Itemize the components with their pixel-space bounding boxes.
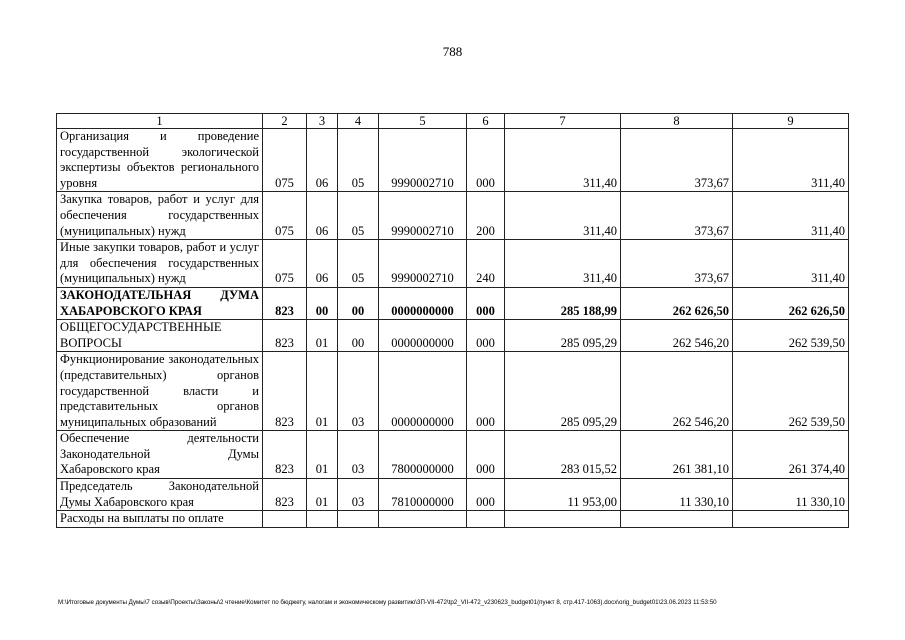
target-article-code: 0000000000 [379,320,467,352]
amount-col9: 311,40 [733,240,849,288]
table-row [57,431,849,479]
row-name: Расходы на выплаты по оплате [57,511,263,528]
section-code [307,511,338,528]
target-article-code: 9990002710 [379,129,467,192]
amount-col9: 261 374,40 [733,431,849,479]
ministry-code: 823 [263,287,307,319]
column-header: 4 [338,114,379,129]
amount-col7: 285 095,29 [505,352,621,431]
amount-col9: 11 330,10 [733,479,849,511]
page-number: 788 [442,44,463,59]
table-row [57,240,849,288]
ministry-code [263,511,307,528]
expense-type-code [467,511,505,528]
header-row [57,114,849,129]
expense-type-code: 000 [467,287,505,319]
amount-col7: 285 188,99 [505,287,621,319]
amount-col8: 262 546,20 [621,352,733,431]
subsection-code: 03 [338,352,379,431]
amount-col7: 285 095,29 [505,320,621,352]
target-article-code: 7800000000 [379,431,467,479]
section-code: 06 [307,240,338,288]
ministry-code: 823 [263,479,307,511]
amount-col9: 311,40 [733,192,849,240]
row-name: Председатель Законодательной Думы Хабаровского края [57,479,263,511]
amount-col9: 262 626,50 [733,287,849,319]
row-name: Обеспечение деятельности Законодательной Думы Хабаровского края [57,431,263,479]
expense-type-code: 000 [467,479,505,511]
row-name: Закупка товаров, работ и услуг для обеспечения государственных (муниципальных) нужд [57,192,263,240]
row-name: Организация и проведение государственной экологической экспертизы объектов регионального уровня [57,129,263,192]
expense-type-code: 240 [467,240,505,288]
budget-table [56,113,849,528]
expense-type-code: 000 [467,431,505,479]
subsection-code: 00 [338,287,379,319]
amount-col9 [733,511,849,528]
section-code: 06 [307,192,338,240]
subsection-code: 03 [338,431,379,479]
row-name: ЗАКОНОДАТЕЛЬНАЯ ДУМА ХАБАРОВСКОГО КРАЯ [57,287,263,319]
amount-col7: 311,40 [505,129,621,192]
column-header: 9 [733,114,849,129]
table-row [57,511,849,528]
column-header: 7 [505,114,621,129]
subsection-code: 05 [338,192,379,240]
ministry-code: 075 [263,240,307,288]
target-article-code [379,511,467,528]
section-code: 01 [307,479,338,511]
expense-type-code: 200 [467,192,505,240]
subsection-code: 03 [338,479,379,511]
target-article-code: 9990002710 [379,240,467,288]
amount-col9: 262 539,50 [733,320,849,352]
amount-col8: 373,67 [621,129,733,192]
amount-col8: 262 546,20 [621,320,733,352]
column-header: 2 [263,114,307,129]
table-row [57,320,849,352]
target-article-code: 7810000000 [379,479,467,511]
column-header: 5 [379,114,467,129]
expense-type-code: 000 [467,320,505,352]
section-code: 00 [307,287,338,319]
target-article-code: 9990002710 [379,192,467,240]
amount-col8 [621,511,733,528]
row-name: Функционирование законодательных (представительных) органов государственной власти и представительных органов муниципальных образований [57,352,263,431]
amount-col7: 11 953,00 [505,479,621,511]
amount-col8: 11 330,10 [621,479,733,511]
row-name: ОБЩЕГОСУДАРСТВЕННЫЕ ВОПРОСЫ [57,320,263,352]
amount-col8: 262 626,50 [621,287,733,319]
section-code: 01 [307,352,338,431]
amount-col7: 283 015,52 [505,431,621,479]
amount-col8: 373,67 [621,240,733,288]
expense-type-code: 000 [467,352,505,431]
table-row [57,192,849,240]
expense-type-code: 000 [467,129,505,192]
amount-col7: 311,40 [505,192,621,240]
amount-col7 [505,511,621,528]
amount-col9: 311,40 [733,129,849,192]
column-header: 6 [467,114,505,129]
row-name: Иные закупки товаров, работ и услуг для обеспечения государственных (муниципальных) нужд [57,240,263,288]
section-code: 01 [307,320,338,352]
amount-col7: 311,40 [505,240,621,288]
subsection-code: 05 [338,129,379,192]
table-row [57,479,849,511]
column-header: 1 [57,114,263,129]
target-article-code: 0000000000 [379,287,467,319]
amount-col8: 261 381,10 [621,431,733,479]
amount-col8: 373,67 [621,192,733,240]
subsection-code: 05 [338,240,379,288]
ministry-code: 075 [263,129,307,192]
section-code: 01 [307,431,338,479]
target-article-code: 0000000000 [379,352,467,431]
subsection-code [338,511,379,528]
ministry-code: 075 [263,192,307,240]
table-row [57,352,849,431]
subsection-code: 00 [338,320,379,352]
ministry-code: 823 [263,352,307,431]
table-row [57,129,849,192]
document-path-footer: M:\Итоговые документы Думы\7 созыв\Проекты\Законы\2 чтение\Комитет по бюджету, налогам и экономическому развитию\3П-VII-472\tp2_VII-472_v230623_budget01(пункт 8, стр.417-1063).docx\orig_budget01\23.06.2023 11:53:50 [58,599,717,606]
section-code: 06 [307,129,338,192]
amount-col9: 262 539,50 [733,352,849,431]
column-header: 3 [307,114,338,129]
ministry-code: 823 [263,431,307,479]
column-header: 8 [621,114,733,129]
table-row [57,287,849,319]
ministry-code: 823 [263,320,307,352]
